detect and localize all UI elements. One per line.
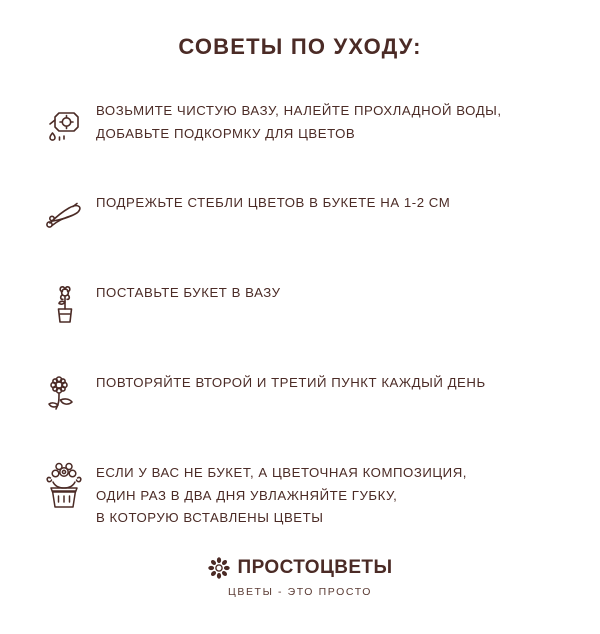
flower-pot-arrangement-icon [34,458,96,514]
list-item [0,278,600,334]
care-tips-poster [0,34,600,634]
tip-line: ДОБАВЬТЕ ПОДКОРМКУ ДЛЯ ЦВЕТОВ [96,125,356,141]
tip-text [96,458,554,529]
tip-line: ВОЗЬМИТЕ ЧИСТУЮ ВАЗУ, НАЛЕЙТЕ ПРОХЛАДНОЙ ВОДЫ, [96,103,502,119]
page-title: СОВЕТЫ ПО УХОДУ: [178,34,422,59]
brand-name: ПРОСТОЦВЕТЫ [237,557,393,578]
list-item [0,188,600,244]
tip-line: ПОДРЕЖЬТЕ СТЕБЛИ ЦВЕТОВ В БУКЕТЕ НА 1-2 СМ [96,195,451,211]
brand-tagline: ЦВЕТЫ - ЭТО ПРОСТО [227,586,373,598]
tips-list [0,98,600,529]
tip-line: ПОСТАВЬТЕ БУКЕТ В ВАЗУ [96,285,281,301]
tip-text [96,188,554,214]
list-item [0,368,600,424]
flower-logo-icon [208,557,230,579]
flower-in-vase-icon [34,278,96,334]
brand-logo [0,557,600,579]
tip-line: ОДИН РАЗ В ДВА ДНЯ УВЛАЖНЯЙТЕ ГУБКУ, [96,487,398,503]
list-item [0,98,600,154]
tip-text [96,98,554,144]
tip-text [96,368,554,394]
tip-text [96,278,554,304]
list-item [0,458,600,529]
watering-can-icon [34,98,96,154]
tip-line: ЕСЛИ У ВАС НЕ БУКЕТ, А ЦВЕТОЧНАЯ КОМПОЗИЦИЯ, [96,465,467,481]
tip-line: В КОТОРУЮ ВСТАВЛЕНЫ ЦВЕТЫ [96,509,324,525]
flower-with-leaves-icon [34,368,96,424]
pruning-shears-icon [34,188,96,244]
tip-line: ПОВТОРЯЙТЕ ВТОРОЙ И ТРЕТИЙ ПУНКТ КАЖДЫЙ ДЕНЬ [96,375,486,391]
footer [0,557,600,598]
